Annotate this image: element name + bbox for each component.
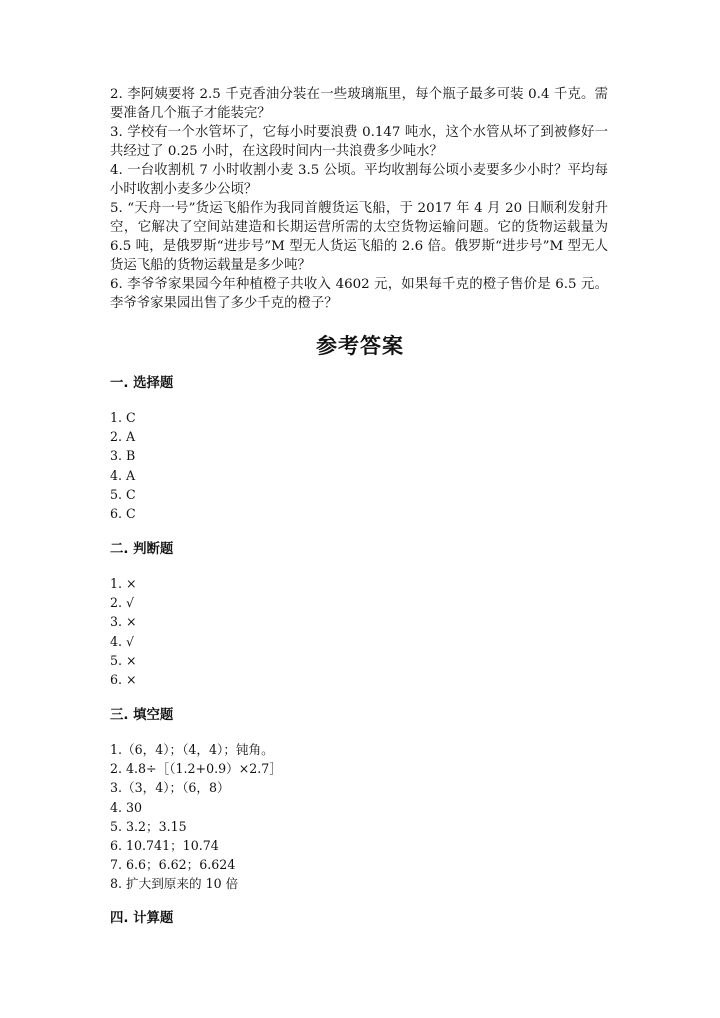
answer-key-title: 参考答案 <box>316 334 404 358</box>
answer-item: 1.（6，4）；（4，4）；钝角。 <box>110 742 274 757</box>
answer-list <box>110 408 610 523</box>
section-calculation <box>110 910 610 928</box>
answer-item: 4. √ <box>110 633 135 649</box>
answer-item: 3. B <box>110 448 136 464</box>
answer-item: 1. C <box>110 410 136 425</box>
problem-3: 3. 学校有一个水管坏了，它每小时要浪费 0.147 吨水，这个水管从坏了到被修好一共经过了 0.25 小时，在这段时间内一共浪费多少吨水？ <box>110 125 608 159</box>
answer-item: 6. × <box>110 672 137 688</box>
problem-2: 2. 李阿姨要将 2.5 千克香油分装在一些玻璃瓶里，每个瓶子最多可装 0.4 千克。需要准备几个瓶子才能装完？ <box>110 87 608 121</box>
section-heading: 二. 判断题 <box>110 542 174 557</box>
problem-4: 4. 一台收割机 7 小时收割小麦 3.5 公顷。平均收割每公顷小麦要多少小时？平均每小时收割小麦多少公顷？ <box>110 163 608 197</box>
answer-item: 4. 30 <box>110 799 143 815</box>
problem-list <box>110 85 608 313</box>
answer-item: 3. × <box>110 614 137 630</box>
section-heading: 四. 计算题 <box>110 911 174 926</box>
answer-item: 2. 4.8÷［（1.2+0.9）×2.7］ <box>110 761 282 777</box>
section-true-false <box>110 541 610 689</box>
answer-item: 5. C <box>110 486 136 502</box>
section-fill-in-blank <box>110 707 610 894</box>
answer-item: 4. A <box>110 467 136 483</box>
answer-item: 3.（3，4）；（6，8） <box>110 780 230 796</box>
answer-item: 2. √ <box>110 595 135 611</box>
answer-item: 2. A <box>110 429 136 445</box>
answer-list <box>110 574 610 689</box>
problem-6: 6. 李爷爷家果园今年种植橙子共收入 4602 元，如果每千克的橙子售价是 6.5 元。李爷爷家果园出售了多少千克的橙子？ <box>110 277 608 311</box>
problem-5: 5. “天舟一号”货运飞船作为我同首艘货运飞船，于 2017 年 4 月 20 日顺利发射升空，它解决了空间站建造和长期运营所需的太空货物运输问题。它的货物运载量为 6.5 吨，是俄罗斯“进步号”M 型无人货运飞船的 2.6 倍。俄罗斯“进步号”M 型无人货运飞船的货物运载量是多少吨？ <box>110 201 608 273</box>
answer-item: 5. 3.2；3.15 <box>110 818 187 834</box>
answer-item: 6. 10.741；10.74 <box>110 838 219 854</box>
answer-item: 7. 6.6；6.62；6.624 <box>110 857 236 873</box>
answer-item: 8. 扩大到原来的 10 倍 <box>110 876 239 892</box>
section-heading: 三. 填空题 <box>110 708 174 723</box>
answer-item: 1. × <box>110 576 137 591</box>
section-heading: 一. 选择题 <box>110 376 174 391</box>
answer-list <box>110 740 610 894</box>
section-multiple-choice <box>110 375 610 523</box>
answer-item: 5. × <box>110 652 137 668</box>
answer-item: 6. C <box>110 506 136 522</box>
